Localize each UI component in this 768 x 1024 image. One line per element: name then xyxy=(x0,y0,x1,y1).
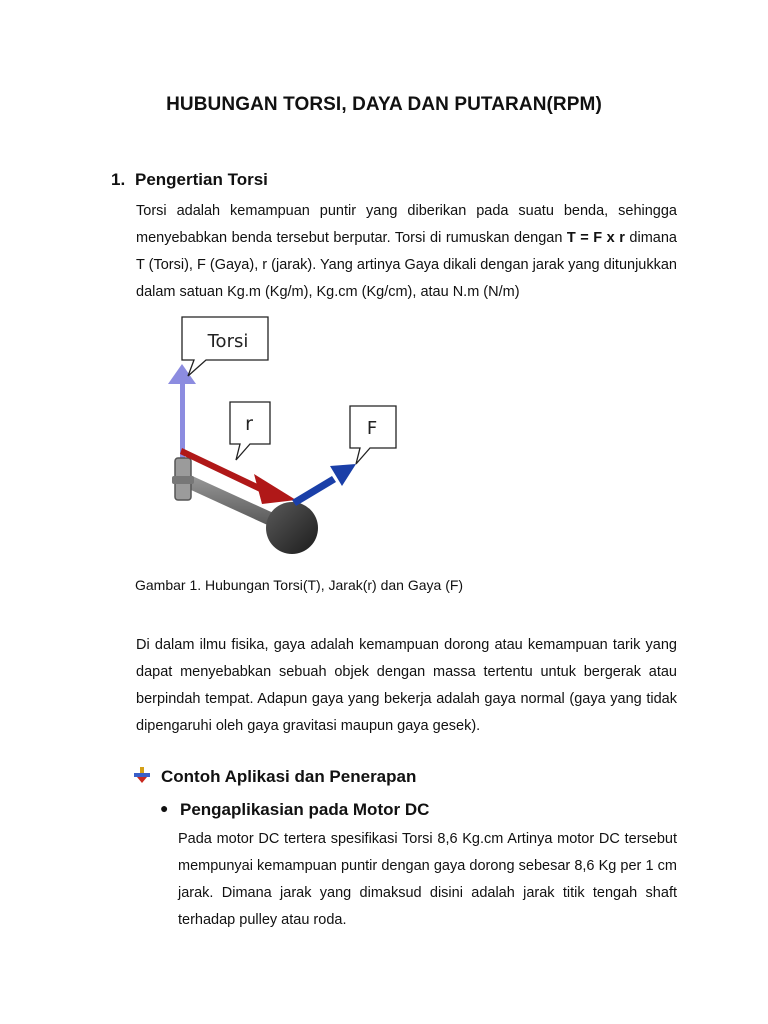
page-title: HUBUNGAN TORSI, DAYA DAN PUTARAN(RPM) xyxy=(166,94,602,115)
subsection-heading xyxy=(160,800,429,820)
torsi-label: Torsi xyxy=(207,331,249,352)
f-label: F xyxy=(366,418,378,439)
torsi-definition-text: Torsi adalah kemampuan puntir yang diberikan pada suatu benda, sehingga menyebabkan benda tersebut berputar. Torsi di rumuskan dengan xyxy=(136,203,677,246)
r-label: r xyxy=(245,413,253,435)
ball-mass xyxy=(266,502,318,554)
torsi-callout xyxy=(182,317,268,376)
section-2-title: Contoh Aplikasi dan Penerapan xyxy=(161,766,417,786)
subsection-title: Pengaplikasian pada Motor DC xyxy=(180,800,430,819)
section-1-heading xyxy=(111,170,268,190)
torsi-definition-paragraph xyxy=(136,198,677,306)
f-arrow xyxy=(292,464,356,506)
figure-caption: Gambar 1. Hubungan Torsi(T), Jarak(r) dan Gaya (F) xyxy=(135,577,464,593)
arrow-bullet-icon xyxy=(133,766,161,789)
torsi-definition-text-cont: dimana T (Torsi), F (Gaya), r (jarak). Yang artinya Gaya dikali dengan jarak yang ditunjukkan dalam satuan Kg.m (Kg/m), Kg.cm (Kg/cm), atau N.m (N/m) xyxy=(136,230,677,300)
motor-dc-paragraph: Pada motor DC tertera spesifikasi Torsi 8,6 Kg.cm Artinya motor DC tersebut mempunyai kemampuan puntir dengan gaya dorong sebesar 8,6 Kg per 1 cm jarak. Dimana jarak yang dimaksud disini adalah jarak titik tengah shaft terhadap pulley atau roda. xyxy=(178,831,677,928)
section-2-heading xyxy=(133,766,416,789)
torsi-diagram xyxy=(158,314,408,574)
torsi-formula: T = F x r xyxy=(566,230,625,246)
f-callout xyxy=(350,406,396,464)
bullet-dot-icon: ● xyxy=(160,800,169,816)
gaya-paragraph: Di dalam ilmu fisika, gaya adalah kemampuan dorong atau kemampuan tarik yang dapat menyebabkan sebuah objek dengan massa tertentu untuk bergerak atau berpindah tempat. Adapun gaya yang bekerja adalah gaya normal (gaya yang tidak dipengaruhi oleh gaya gravitasi maupun gaya gesek). xyxy=(136,637,677,734)
r-callout xyxy=(230,402,270,460)
section-1-title: Pengertian Torsi xyxy=(135,170,268,189)
section-1-number: 1. xyxy=(111,170,126,189)
